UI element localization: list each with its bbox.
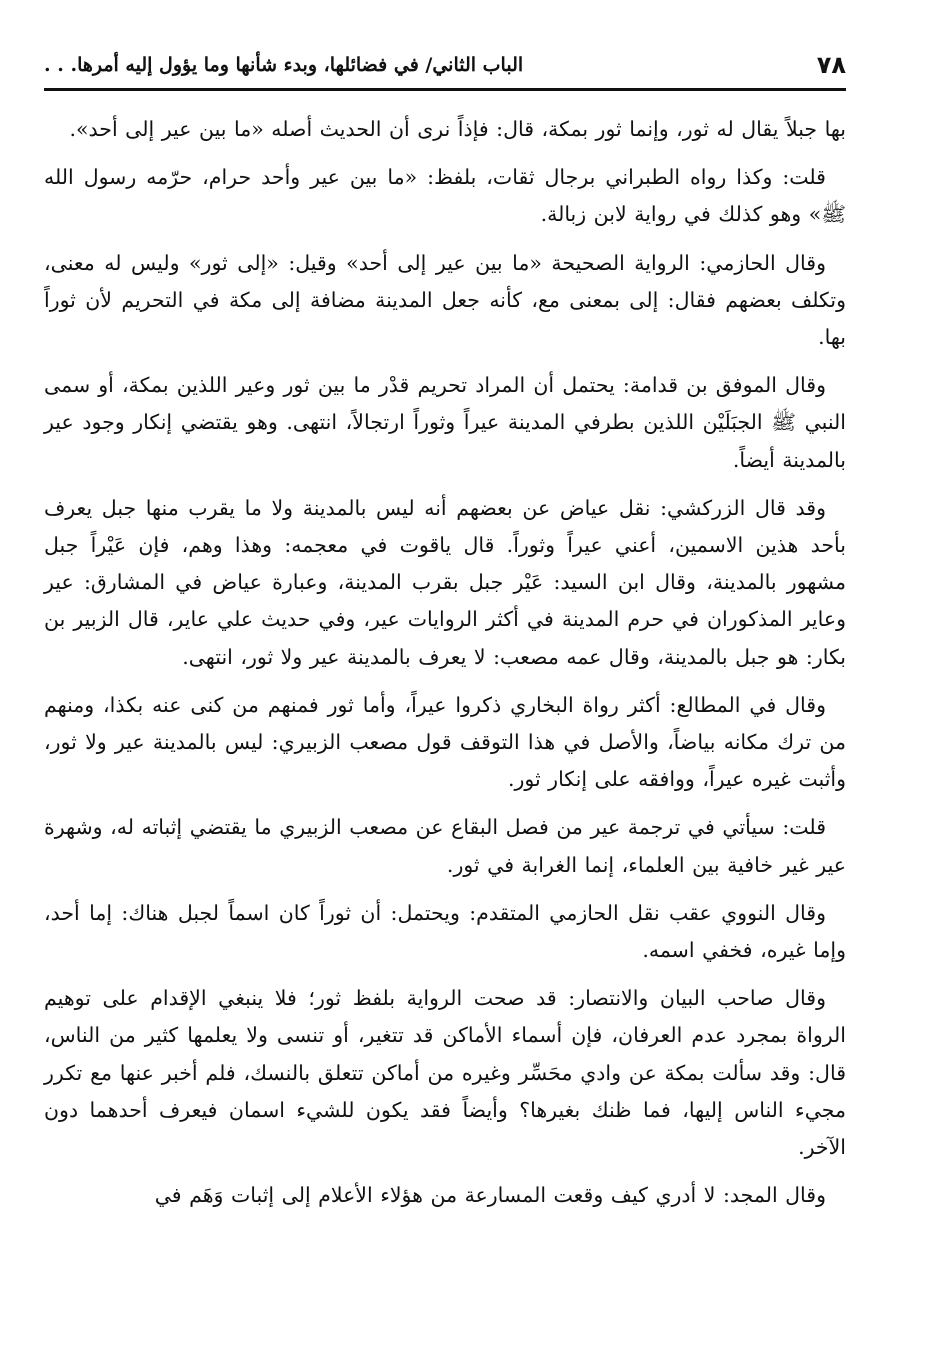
paragraph: وقال صاحب البيان والانتصار: قد صحت الرواية بلفظ ثور؛ فلا ينبغي الإقدام على توهيم الرواة بمجرد عدم العرفان، فإن أسماء الأماكن قد تتغير، أو تنسى ولا يعلمها كثير من الناس، قال: وقد سألت بمكة عن وادي محَسِّر وغيره من أماكن تتعلق بالنسك، فلم أخبر عنها مع تكرر مجيء الناس إليها، فما ظنك بغيرها؟ وأيضاً فقد يكون للشيء اسمان فيعرف أحدهما دون الآخر. (44, 986, 846, 1160)
running-head: الباب الثاني/ في فضائلها، وبدء شأنها وما يؤول إليه أمرها. . . (44, 54, 524, 76)
paragraph: وقال الحازمي: الرواية الصحيحة «ما بين عير إلى أحد» وقيل: «إلى ثور» وليس له معنى، وتكلف بعضهم فقال: إلى بمعنى مع، كأنه جعل المدينة مضافة إلى مكة في التحريم لأن ثوراً بها. (44, 250, 846, 350)
paragraph: وقال النووي عقب نقل الحازمي المتقدم: ويحتمل: أن ثوراً كان اسماً لجبل هناك: إما أحد، وإما غيره، فخفي اسمه. (44, 900, 846, 963)
paragraph: وقد قال الزركشي: نقل عياض عن بعضهم أنه ليس بالمدينة ولا ما يقرب منها جبل يعرف بأحد هذين الاسمين، أعني عيراً وثوراً. قال ياقوت في معجمه: وهذا وهم، فإن عَيْراً جبل مشهور بالمدينة، وقال ابن السيد: عَيْر جبل بقرب المدينة، وعبارة عياض في المشارق: عير وعاير المذكوران في حرم المدينة في أكثر الروايات عير، وفي حديث علي عاير، قال الزبير بن بكار: هو جبل بالمدينة، وقال عمه مصعب: لا يعرف بالمدينة عير ولا ثور، انتهى. (44, 495, 846, 669)
paragraph: بها جبلاً يقال له ثور، وإنما ثور بمكة، قال: فإذاً نرى أن الحديث أصله «ما بين عير إلى أحد». (69, 117, 846, 141)
body-text (44, 111, 846, 1225)
paragraph: قلت: سيأتي في ترجمة عير من فصل البقاع عن مصعب الزبيري ما يقتضي إثباته له، وشهرة عير غير خافية بين العلماء، إنما الغرابة في ثور. (44, 815, 846, 877)
paragraph: وقال في المطالع: أكثر رواة البخاري ذكروا عيراً، وأما ثور فمنهم من كنى عنه بكذا، ومنهم من ترك مكانه بياضاً، والأصل في هذا التوقف قول مصعب الزبيري: ليس بالمدينة عير ولا ثور، وأثبت غيره عيراً، ووافقه على إنكار ثور. (44, 692, 846, 792)
paragraph: وقال الموفق بن قدامة: يحتمل أن المراد تحريم قدْر ما بين ثور وعير اللذين بمكة، أو سمى النبي ﷺ الجبَلَيْن اللذين بطرفي المدينة عيراً وثوراً ارتجالاً، انتهى. وهو يقتضي إنكار وجود عير بالمدينة أيضاً. (44, 373, 846, 472)
paragraph: قلت: وكذا رواه الطبراني برجال ثقات، بلفظ: «ما بين عير وأحد حرام، حرّمه رسول الله ﷺ» وهو كذلك في رواية لابن زبالة. (44, 165, 846, 227)
header-rule (44, 88, 846, 91)
page-header (44, 50, 846, 80)
page-number: ٧٨ (816, 51, 846, 79)
book-page (44, 0, 846, 1365)
paragraph: وقال المجد: لا أدري كيف وقعت المسارعة من هؤلاء الأعلام إلى إثبات وَهَم في (154, 1183, 826, 1208)
